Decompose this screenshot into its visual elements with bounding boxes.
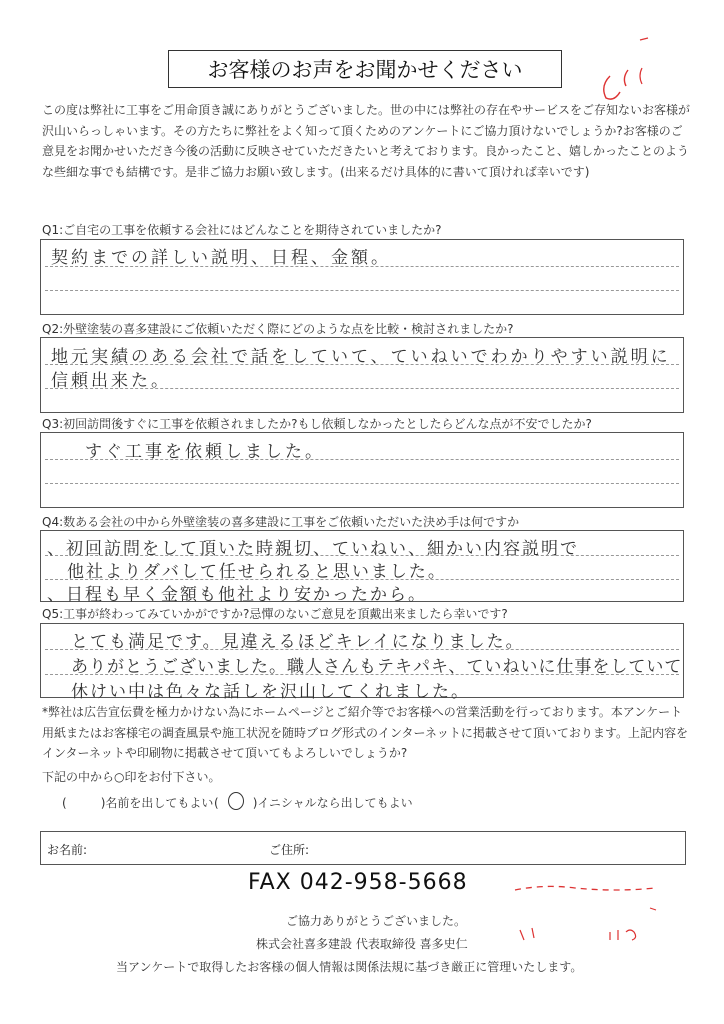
answer-3-line-1: すぐ工事を依頼しました。 — [85, 442, 325, 462]
publication-notice: *弊社は広告宣伝費を極力かけない為にホームページとご紹介等でお客様への営業活動を行っております。本アンケート用紙またはお客様宅の調査風景や施工状況を随時ブログ形式のインターネットに掲載させて頂いております。上記内容をインターネットや印刷物に掲載させて頂いてもよろしいでしょうか? — [42, 705, 688, 760]
option-name-paren-close: ) — [100, 796, 106, 810]
question-1: Q1:ご自宅の工事を依頼する会社にはどんなことを期待されていましたか? — [42, 223, 442, 237]
answer-4-line-3: 、日程も早く金額も他社より安かったから。 — [47, 585, 427, 605]
answer-5-line-3: 休けい中は色々な話しを沢山してくれました。 — [71, 682, 470, 702]
option-initial-label: イニシャルなら出してもよい — [257, 796, 413, 810]
answer-4-line-2: 他社よりダバして任せられると思いました。 — [67, 562, 447, 582]
intro-text: この度は弊社に工事をご用命頂き誠にありがとうございました。世の中には弊社の存在やサービスをご存知ないお客様が沢山いらっしゃいます。その方たちに弊社をよく知って頂くためのアンケートにご協力頂けないでしょうか?お客様のご意見をお聞かせいただき今後の活動に反映させていただきたいと考えております。良かったこと、嬉しかったことのような些細な事でも結構です。是非ご協力お願い致します。(出来るだけ具体的に書いて頂ければ幸いです) — [42, 103, 691, 179]
option-initial-paren-open: ( — [214, 796, 219, 810]
contact-box — [40, 831, 686, 865]
circle-mark-icon — [228, 792, 244, 810]
option-initial-ok[interactable] — [214, 794, 413, 811]
option-name-ok[interactable] — [62, 794, 213, 811]
option-initial-paren-close: ) — [252, 796, 258, 810]
question-4: Q4:数ある会社の中から外壁塗装の喜多建設に工事をご依頼いただいた決め手は何ですか — [42, 515, 520, 529]
name-label: お名前: — [47, 843, 88, 857]
question-2: Q2:外壁塗装の喜多建設にご依頼いただく際にどのような点を比較・検討されましたか? — [42, 322, 514, 336]
page-title: お客様のお声をお聞かせください — [168, 50, 562, 88]
answer-1-line-1: 契約までの詳しい説明、日程、金額。 — [51, 248, 391, 268]
company-text: 株式会社喜多建設 代表取締役 喜多史仁 — [256, 937, 468, 951]
red-pen-scribble-bottom — [510, 880, 700, 950]
answer-5-line-2: ありがとうございました。職人さんもテキパキ、ていねいに仕事をしていて — [71, 657, 683, 677]
option-name-paren-open: ( — [62, 796, 67, 810]
answer-4-line-1: 、初回訪問をして頂いた時親切、ていねい、細かい内容説明で — [47, 539, 579, 559]
question-5: Q5:工事が終わってみていかがですか?忌憚のないご意見を頂戴出来ましたら幸いです? — [42, 607, 508, 621]
option-name-mark — [67, 796, 101, 810]
privacy-text: 当アンケートで取得したお客様の個人情報は関係法規に基づき厳正に管理いたします。 — [116, 960, 583, 974]
answer-5-line-1: とても満足です。見違えるほどキレイになりました。 — [71, 632, 525, 652]
answer-box-4[interactable] — [40, 530, 684, 605]
answer-box-3[interactable] — [40, 432, 684, 508]
instruction-text: 下記の中から○印をお付下さい。 — [42, 770, 221, 784]
address-field[interactable] — [317, 836, 677, 860]
red-pen-scribble-top — [580, 30, 680, 100]
thanks-text: ご協力ありがとうございました。 — [286, 914, 467, 928]
answer-2-line-2: 信頼出来た。 — [51, 371, 171, 391]
answer-box-5[interactable] — [40, 623, 684, 702]
option-name-label: 名前を出してもよい — [105, 796, 214, 810]
option-initial-mark — [219, 796, 253, 810]
question-3: Q3:初回訪問後すぐに工事を依頼されましたか?もし依頼しなかったとしたらどんな点が不安でしたか? — [42, 417, 592, 431]
answer-box-2[interactable] — [40, 337, 684, 413]
address-label: ご住所: — [269, 843, 310, 857]
name-field[interactable] — [93, 836, 293, 860]
fax-number: FAX 042-958-5668 — [248, 870, 468, 895]
answer-2-line-1: 地元実績のある会社で話をしていて、ていねいでわかりやすい説明に — [51, 347, 671, 367]
answer-box-1[interactable] — [40, 239, 684, 315]
